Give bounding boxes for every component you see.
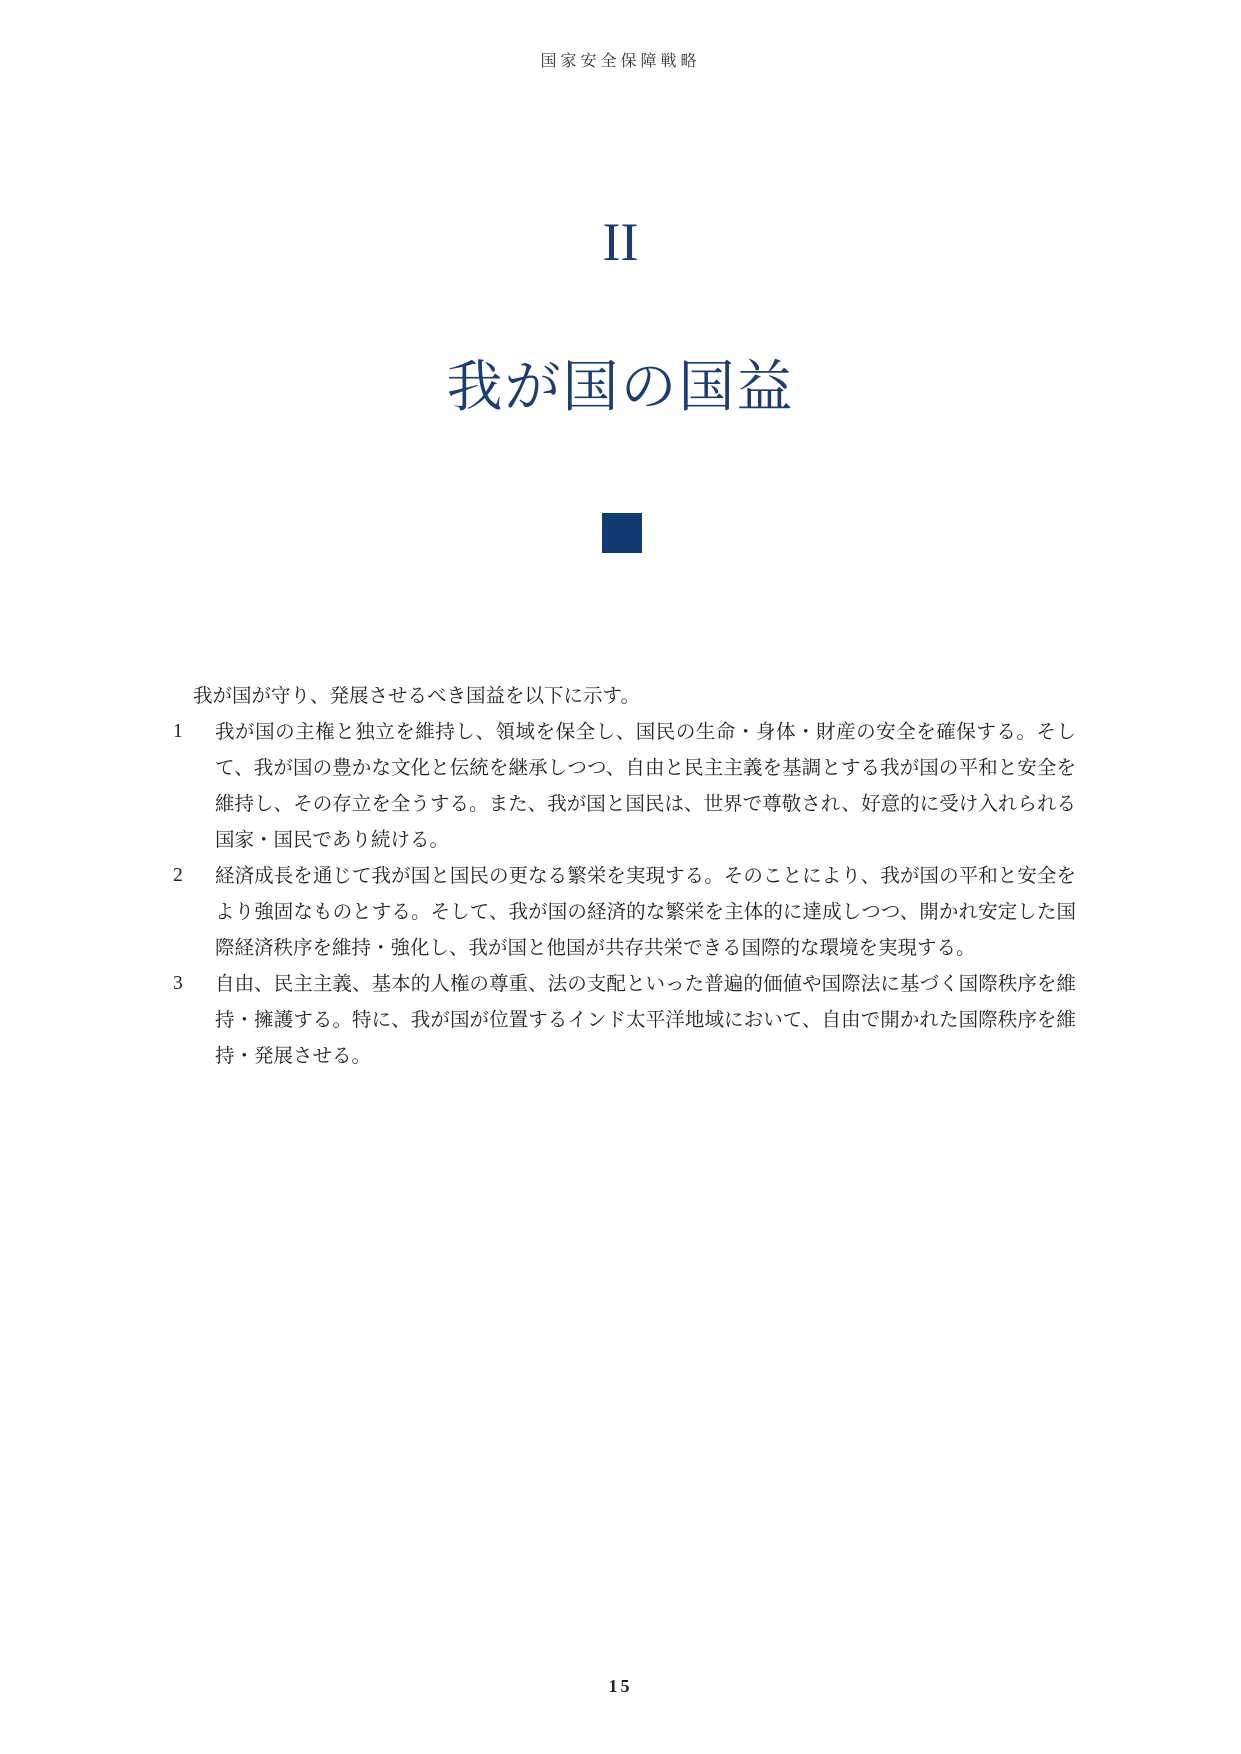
list-item-text: 我が国の主権と独立を維持し、領域を保全し、国民の生命・身体・財産の安全を確保する。そして、我が国の豊かな文化と伝統を継承しつつ、自由と民主主義を基調とする我が国の平和と安全を維持し、その存立を全うする。また、我が国と国民は、世界で尊敬され、好意的に受け入れられる国家・国民であり続ける。 (215, 720, 1076, 851)
list-item-text: 経済成長を通じて我が国と国民の更なる繁栄を実現する。そのことにより、我が国の平和と安全をより強固なものとする。そして、我が国の経済的な繁栄を主体的に達成しつつ、開かれ安定した国際経済秩序を維持・強化し、我が国と他国が共存共栄できる国際的な環境を実現する。 (215, 864, 1076, 959)
intro-paragraph: 我が国が守り、発展させるべき国益を以下に示す。 (193, 684, 640, 707)
list-item (173, 858, 1076, 966)
chapter-numeral: II (602, 212, 639, 272)
list-item (173, 714, 1076, 858)
list-item-number: 3 (173, 973, 183, 994)
body-text (173, 678, 1076, 1074)
list-item-number: 2 (173, 865, 183, 886)
chapter-square-ornament (602, 513, 642, 553)
chapter-title: 我が国の国益 (446, 355, 795, 420)
list-item (173, 966, 1076, 1074)
page-number: 15 (608, 1676, 633, 1696)
list-item-text: 自由、民主主義、基本的人権の尊重、法の支配といった普遍的価値や国際法に基づく国際秩序を維持・擁護する。特に、我が国が位置するインド太平洋地域において、自由で開かれた国際秩序を維持・発展させる。 (215, 972, 1076, 1067)
list-item-number: 1 (173, 721, 183, 742)
running-header: 国家安全保障戦略 (540, 51, 701, 70)
